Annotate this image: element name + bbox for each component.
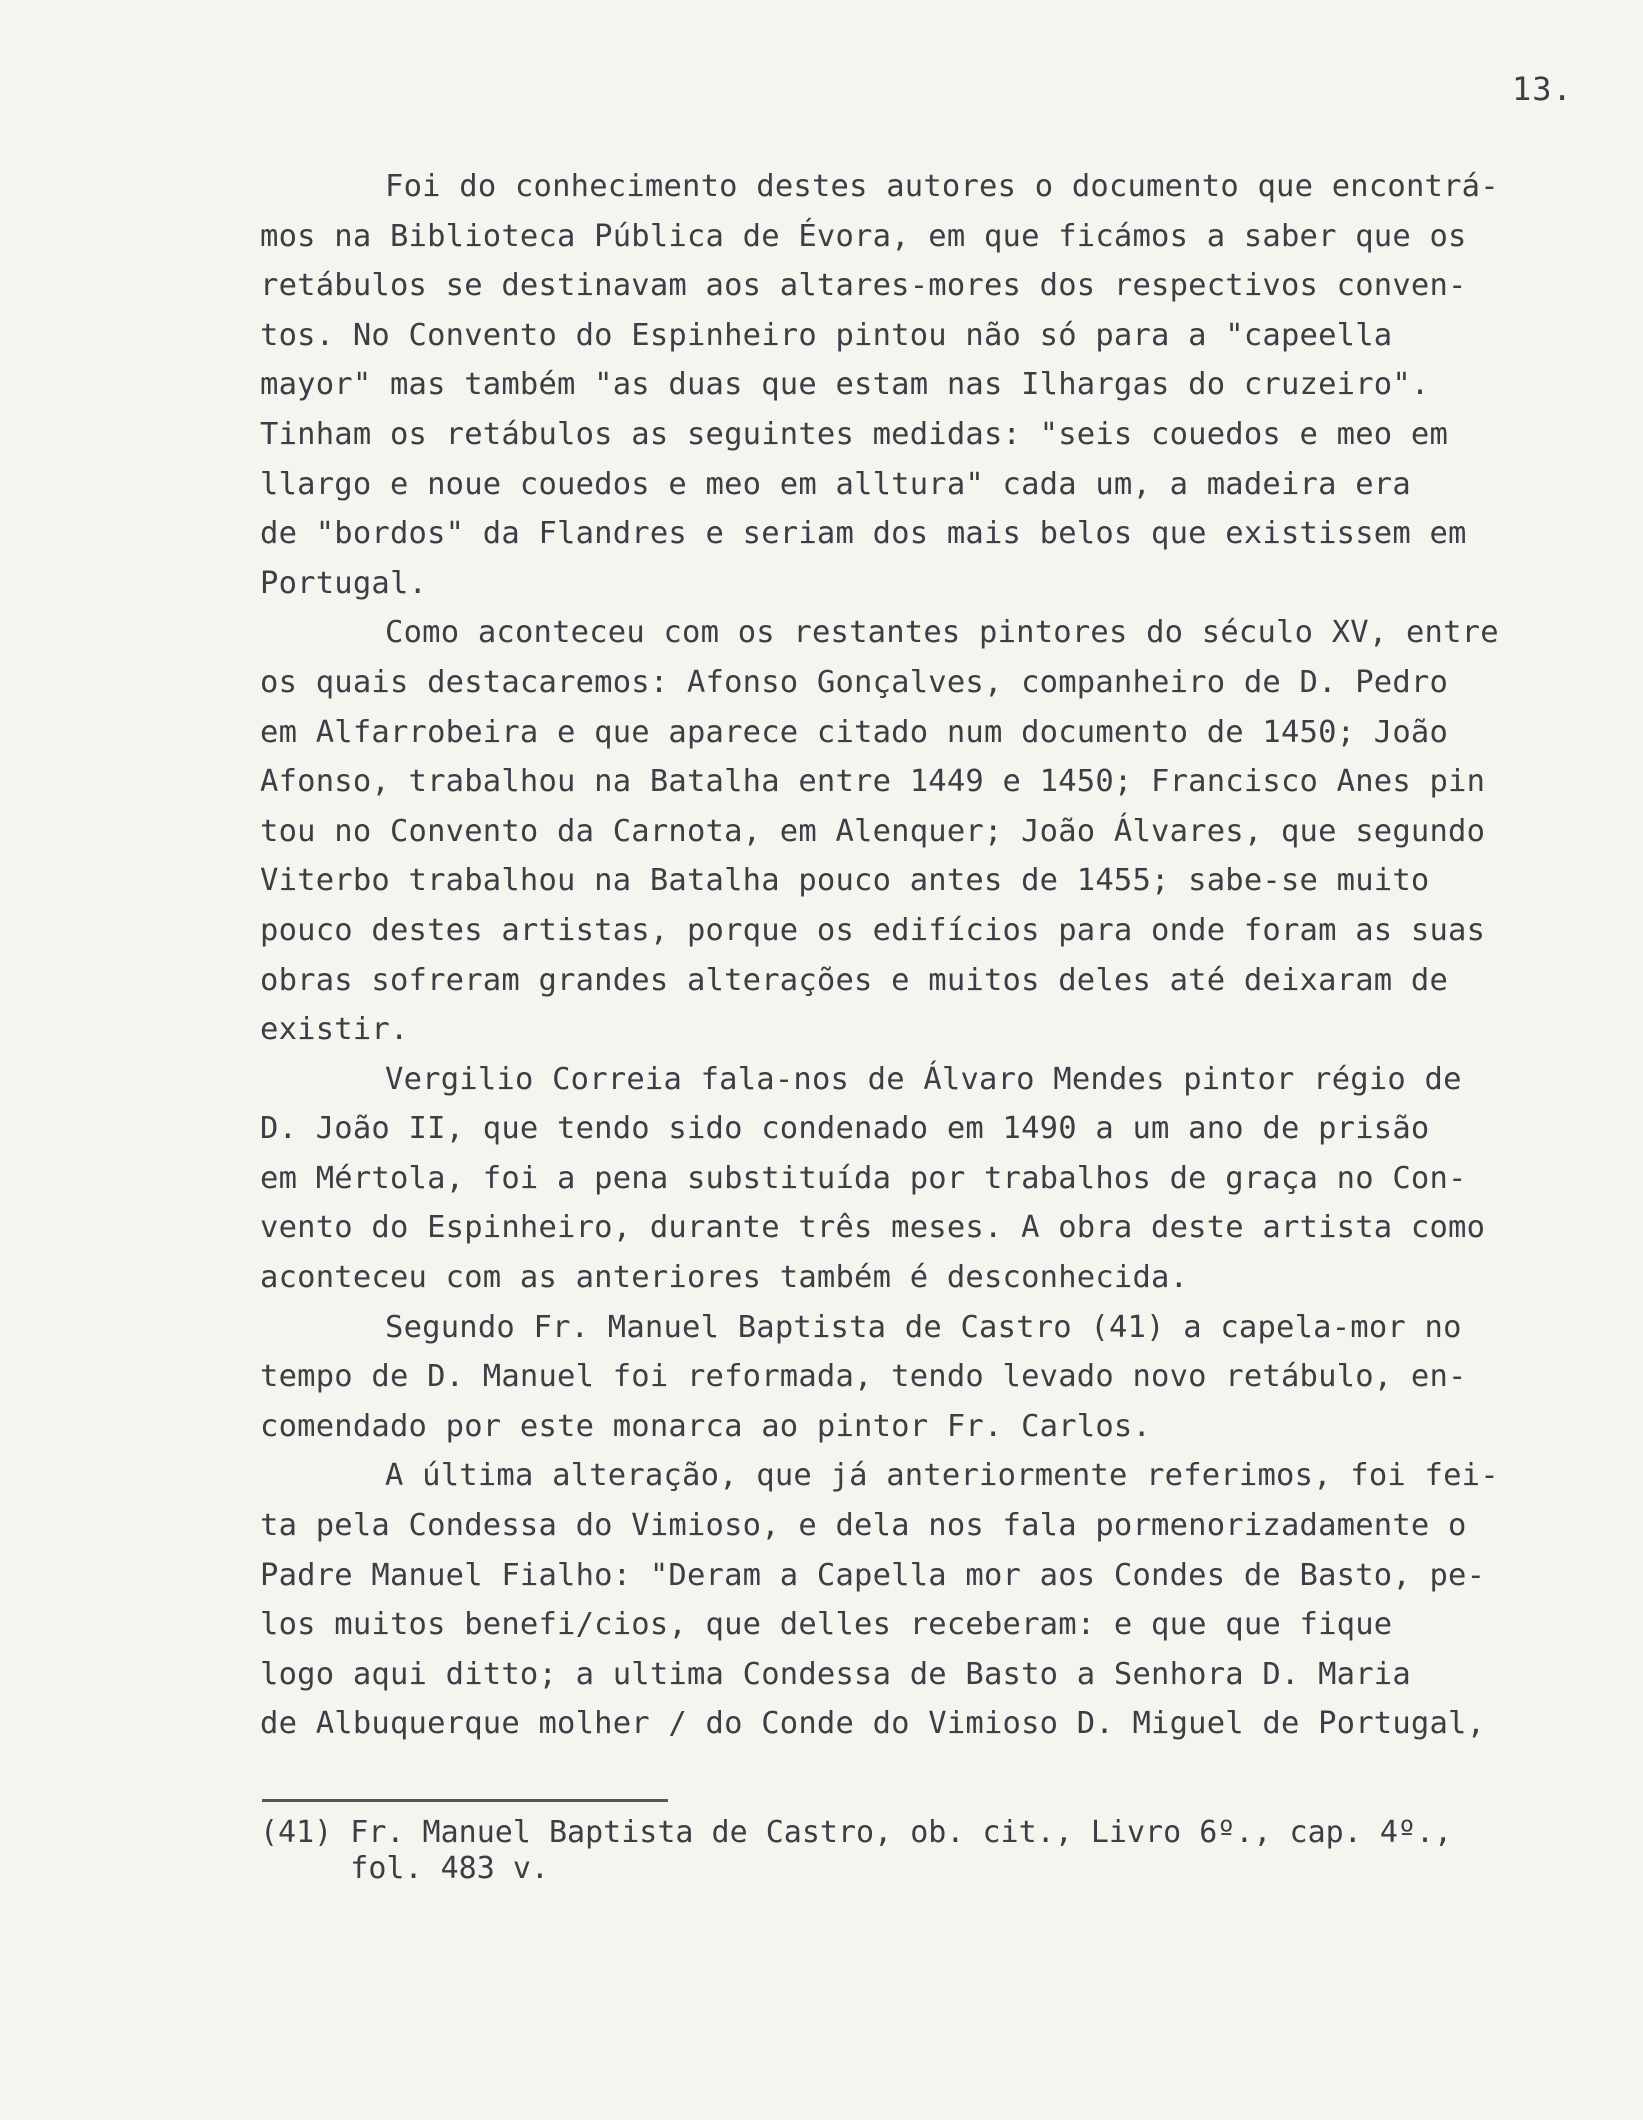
text-line: os quais destacaremos: Afonso Gonçalves, companheiro de D. Pedro (260, 664, 1449, 700)
text-line: mayor" mas também "as duas que estam nas Ilhargas do cruzeiro". (260, 367, 1430, 403)
text-line: logo aqui ditto; a ultima Condessa de Basto a Senhora D. Maria (260, 1656, 1411, 1692)
text-line: tempo de D. Manuel foi reformada, tendo levado novo retábulo, en- (260, 1359, 1467, 1395)
text-line: retábulos se destinavam aos altares-mores dos respectivos conven- (260, 268, 1467, 304)
text-line: vento do Espinheiro, durante três meses. A obra deste artista como (260, 1210, 1486, 1246)
text-line: los muitos benefi/cios, que delles receberam: e que que fique (260, 1607, 1393, 1643)
text-line: aconteceu com as anteriores também é desconhecida. (260, 1260, 1189, 1296)
text-line: pouco destes artistas, porque os edifícios para onde foram as suas (260, 912, 1486, 948)
text-line: de "bordos" da Flandres e seriam dos mais belos que existissem em (260, 516, 1467, 552)
text-line: em Mértola, foi a pena substituída por trabalhos de graça no Con- (260, 1160, 1467, 1196)
body-text (260, 162, 1622, 1749)
text-line: tos. No Convento do Espinheiro pintou não só para a "capeella (260, 317, 1393, 353)
text-line: obras sofreram grandes alterações e muitos deles até deixaram de (260, 962, 1449, 998)
text-line: llargo e noue couedos e meo em alltura" cada um, a madeira era (260, 466, 1411, 502)
text-line: ta pela Condessa do Vimioso, e dela nos fala pormenorizadamente o (260, 1508, 1467, 1544)
text-line: comendado por este monarca ao pintor Fr. Carlos. (260, 1408, 1152, 1444)
text-line: Vergilio Correia fala-nos de Álvaro Mendes pintor régio de (385, 1061, 1462, 1097)
text-line: Portugal. (260, 565, 428, 601)
text-line: de Albuquerque molher / do Conde do Vimioso D. Miguel de Portugal, (260, 1706, 1486, 1742)
footnote (260, 1815, 1622, 1887)
text-line: D. João II, que tendo sido condenado em 1490 a um ano de prisão (260, 1111, 1430, 1147)
text-line: Afonso, trabalhou na Batalha entre 1449 e 1450; Francisco Anes pin (260, 764, 1486, 800)
text-line: Viterbo trabalhou na Batalha pouco antes de 1455; sabe-se muito (260, 863, 1430, 899)
text-line: mos na Biblioteca Pública de Évora, em que ficámos a saber que os (260, 218, 1467, 254)
text-line: Foi do conhecimento destes autores o documento que encontrá- (385, 169, 1499, 204)
footnote-line: (41) Fr. Manuel Baptista de Castro, ob. cit., Livro 6º., cap. 4º., (260, 1815, 1453, 1850)
footnote-divider (262, 1799, 668, 1802)
text-line: Segundo Fr. Manuel Baptista de Castro (41) a capela-mor no (385, 1309, 1462, 1345)
text-line: Padre Manuel Fialho: "Deram a Capella mor aos Condes de Basto, pe- (260, 1557, 1486, 1593)
text-line: tou no Convento da Carnota, em Alenquer; João Álvares, que segundo (260, 813, 1486, 849)
text-line: em Alfarrobeira e que aparece citado num documento de 1450; João (260, 714, 1449, 750)
footnote-line: fol. 483 v. (260, 1851, 549, 1886)
text-line: Como aconteceu com os restantes pintores do século XV, entre (385, 615, 1499, 651)
text-line: existir. (260, 1012, 409, 1048)
page-number: 13. (1512, 70, 1573, 108)
text-line: Tinham os retábulos as seguintes medidas: "seis couedos e meo em (260, 416, 1449, 452)
text-line: A última alteração, que já anteriormente referimos, foi fei- (385, 1458, 1499, 1494)
